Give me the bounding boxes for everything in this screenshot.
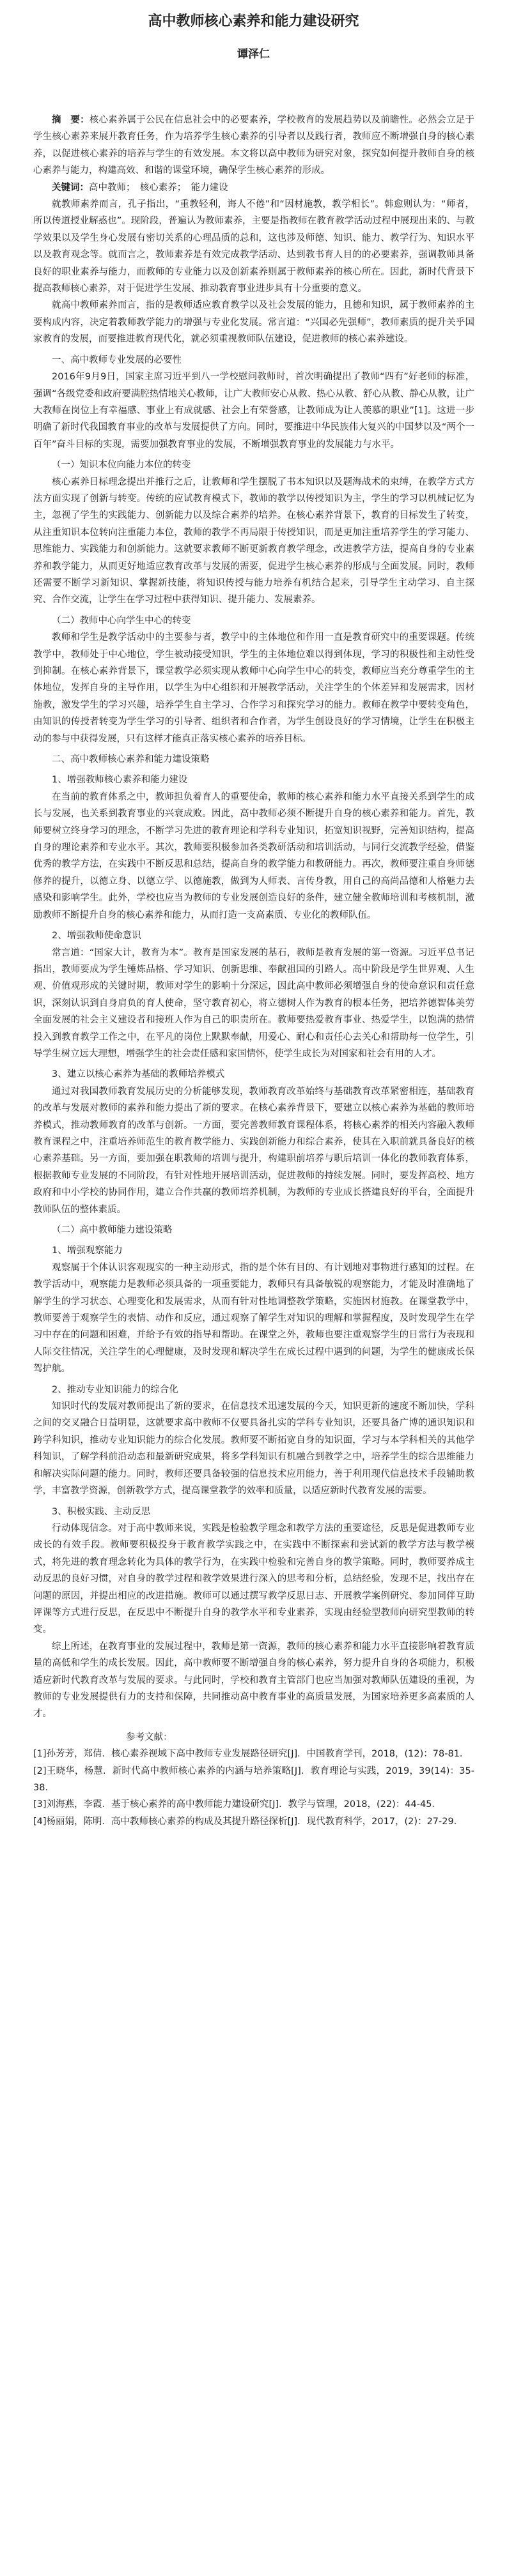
subsection-3-3-text: 行动体现信念。对于高中教师来说，实践是检验教学理念和教学方法的重要途径，反思是促进教师专业成长的有效手段。教师要积极投身于教育教学实践之中，在实践中不断探索和尝试新的教学方法与教学模式，将先进的教育理念转化为具体的教学行为，在实践中检验和完善自身的教学策略。同时，教师要养成主动反思的良好习惯，对自身的教学过程和教学效果进行深入的思考和分析，总结经验，发现不足，找出存在问题的原因，并提出相应的改进措施。教师可以通过撰写教学反思日志、开展教学案例研究、参加同伴互助评课等方式进行反思，在反思中不断提升自身的教学水平和专业素养，实现由经验型教师向研究型教师的转变。 — [33, 1523, 474, 1635]
paper-body — [33, 112, 474, 1830]
subsection-heading-3-3: 3、积极实践、主动反思 — [52, 1506, 151, 1517]
paper-title: 高中教师核心素养和能力建设研究 — [148, 13, 359, 29]
reference-item: [1]孙芳芳，郑倩．核心素养视域下高中教师专业发展路径研究[J]．中国教育学刊，2018，(12)：78-81． — [33, 1749, 469, 1760]
subsection-2-1-text: 在当前的教育体系之中，教师担负着育人的重要使命，教师的核心素养和能力水平直接关系到学生的成长与发展，也关系到教育事业的兴衰成败。因此，高中教师必须不断提升自身的核心素养和能力。首先，教师要树立终身学习的理念，不断学习先进的教育理论和学科专业知识，拓宽知识视野，完善知识结构，提高自身的理论素养和专业水平。其次，教师要积极参加各类教研活动和培训活动，与同行交流教学经验，借鉴优秀的教学方法，在实践中不断反思和总结，提高自身的教学能力和教研能力。再次，教师要注重自身师德修养的提升，以德立身、以德立学、以德施教，做到为人师表、言传身教，用自己的高尚品德和人格魅力去感染和影响学生。此外，学校也应当为教师的专业发展创造良好的条件，建立健全教师培训和考核机制，激励教师不断提升自身的核心素养和能力，从而打造一支高素质、专业化的教师队伍。 — [33, 791, 474, 920]
intro-paragraph-1: 就教师素养而言，孔子指出，“重教轻利，诲人不倦”和“因材施教，教学相长”。韩愈则认为：“师者，所以传道授业解惑也”。现阶段，普遍认为教师素养，主要是指教师在教育教学活动过程中展现出来的、与教学效果以及学生身心发展有密切关系的心理品质的总和，这也涉及师德、知识、能力、教学行为、知识水平以及教育观念等。就而言之，教师素养是有效完成教学活动、达到教书育人目的的必要素养，强调教师具备良好的职业素养与能力，而教师的专业能力以及创新素养则属于教师素养的核心所在。因此，新时代背景下提高教师核心素养，对于促进学生发展、推动教育事业进步具有十分重要的意义。 — [33, 199, 474, 294]
subsection-heading-3-1: 1、增强观察能力 — [52, 1246, 123, 1256]
reference-item: [2]王晓华，杨慧．新时代高中教师核心素养的内涵与培养策略[J]．教育理论与实践，2019，39(14)：35-38． — [33, 1765, 474, 1793]
reference-item: [4]杨丽娟，陈明．高中教师核心素养的构成及其提升路径探析[J]．现代教育科学，2017，(2)：27-29． — [33, 1816, 464, 1827]
keywords — [33, 179, 474, 196]
subsection-1-1-text: 核心素养目标理念提出并推行之后，让教师和学生摆脱了书本知识以及题海战术的束缚，在教学方式方法方面实现了创新与转变。传统的应试教育模式下，教师的教学以传授知识为主，学生的学习以机械记忆为主，忽视了学生的实践能力、创新能力以及综合素养的培养。在核心素养背景下，教育的目标发生了转变，从注重知识本位转向注重能力本位，教师的教学不再局限于传授知识，而是更加注重培养学生的学习能力、思维能力、实践能力和创新能力。这就要求教师不断更新教育教学理念，改进教学方法，提高自身的专业素养和教学能力，从而更好地适应教育改革与发展的需要，促进学生核心素养的形成与全面发展。同时，教师还需要不断学习新知识、掌握新技能，将知识传授与能力培养有机结合起来，引导学生主动学习、自主探究、合作交流，让学生在学习过程中获得知识、提升能力、发展素养。 — [33, 476, 474, 606]
abstract-label: 摘 要： — [52, 115, 90, 125]
section-1-paragraph: 2016年9月9日，国家主席习近平到八一学校慰问教师时，首次明确提出了教师“四有”好老师的标准，强调“各级党委和政府要满腔热情地关心教师，让广大教师安心从教、热心从教、舒心从教、静心从教，让广大教师在岗位上有幸福感、事业上有成就感、社会上有荣誉感，让教师成为让人羡慕的职业”[1]。这进一步明确了新时代我国教育事业的改革与发展提供了方向。同时，要推进中华民族伟大复兴的中国梦以及“两个一百年”奋斗目标的实现，需要加强教育事业的发展，不断增强教育事业的发展能力与水平。 — [33, 372, 474, 450]
conclusion-paragraph: 综上所述，在教育事业的发展过程中，教师是第一资源，教师的核心素养和能力水平直接影响着教育质量的高低和学生的成长发展。因此，高中教师要不断增强自身的核心素养，努力提升自身的各项能力，积极适应新时代教育改革与发展的要求。与此同时，学校和教育主管部门也应当加强对教师队伍建设的重视，为教师的专业发展提供有力的支持和保障，共同推动高中教育事业的高质量发展，为国家培养更多高素质的人才。 — [33, 1641, 474, 1719]
author-name: 谭泽仁 — [237, 48, 270, 61]
section-heading-2: 二、高中教师核心素养和能力建设策略 — [52, 754, 210, 765]
keywords-text: 高中教师； 核心素养； 能力建设 — [89, 182, 228, 193]
abstract — [33, 112, 474, 179]
subsection-1-2-text: 教师和学生是教学活动中的主要参与者，教学中的主体地位和作用一直是教育研究中的重要课题。传统教学中，教师处于中心地位，学生被动接受知识，学生的主体地位难以得到体现，学习的积极性和主动性受到抑制。在核心素养背景下，课堂教学必须实现从教师中心向学生中心的转变，教师应当充分尊重学生的主体地位，发挥自身的主导作用，以学生为中心组织和开展教学活动，关注学生的个体差异和发展需求，因材施教，激发学生的学习兴趣，培养学生自主学习、合作学习和探究学习的能力。教师在教学中要转变角色，由知识的传授者转变为学生学习的引导者、组织者和合作者，为学生创设良好的学习情境，让学生在积极主动的参与中获得发展，只有这样才能真正落实核心素养的培养目标。 — [33, 632, 474, 744]
keywords-label: 关键词： — [52, 182, 89, 193]
reference-item: [3]刘海燕，李霞．基于核心素养的高中教师能力建设研究[J]．教学与管理，2018，(22)：44-45． — [33, 1799, 441, 1810]
references-heading: 参考文献： — [126, 1732, 173, 1742]
subsection-heading-2-1: 1、增强教师核心素养和能力建设 — [52, 775, 188, 786]
subsection-heading-3: （二）高中教师能力建设策略 — [52, 1225, 173, 1235]
subsection-2-2-text: 常言道：“国家大计，教育为本”。教育是国家发展的基石，教师是教育发展的第一资源。习近平总书记指出，教师要成为学生锤炼品格、学习知识、创新思维、奉献祖国的引路人。高中阶段是学生世界观、人生观、价值观形成的关键时期，教师对学生的影响十分深远，因此高中教师必须增强自身的使命意识和责任意识，深刻认识到自身肩负的育人使命，坚守教育初心，将立德树人作为教育的根本任务，把培养德智体美劳全面发展的社会主义建设者和接班人作为自己的职责所在。教师要热爱教育事业、热爱学生，以饱满的热情投入到教育教学工作之中，在平凡的岗位上默默奉献，用爱心、耐心和责任心去关心和帮助每一位学生，引导学生树立远大理想，增强学生的社会责任感和家国情怀，使学生成长为对国家和社会有用的人才。 — [33, 947, 474, 1059]
section-heading-1: 一、高中教师专业发展的必要性 — [52, 354, 182, 365]
subsection-3-1-text: 观察属于个体认识客观现实的一种主动形式，指的是个体有目的、有计划地对事物进行感知的过程。在教学活动中，观察能力是教师必须具备的一项重要能力，教师只有具备敏锐的观察能力，才能及时准确地了解学生的学习状态、心理变化和发展需求，从而有针对性地调整教学策略，实施因材施教。在课堂教学中，教师要善于观察学生的表情、动作和反应，通过观察了解学生对知识的理解和掌握程度，及时发现学生在学习中存在的问题和困难，并给予有效的指导和帮助。在课堂之外，教师也要注重观察学生的日常行为表现和人际交往情况，关注学生的心理健康，及时发现和解决学生在成长过程中遇到的问题，为学生的健康成长保驾护航。 — [33, 1262, 474, 1375]
intro-paragraph-2: 就高中教师素养而言，指的是教师适应教育教学以及社会发展的能力，且德和知识，属于教师素养的主要构成内容，决定着教师教学能力的增强与专业化发展。常言道：“兴国必先强师”，教师素质的提升关乎国家教育的发展，而要推进教育现代化，就必须重视教师队伍建设，促进教师的核心素养建设。 — [33, 300, 474, 345]
abstract-text: 核心素养属于公民在信息社会中的必要素养，学校教育的发展趋势以及前瞻性。必然会立足于学生核心素养来展开教育任务，作为培养学生核心素养的引导者以及践行者，教师应不断增强自身的核心素养，以促进核心素养的培养与学生的有效发展。本文将以高中教师为研究对象，探究如何提升教师自身的核心素养与能力，构建高效、和谐的课堂环境，确保学生核心素养的形成。 — [33, 115, 475, 176]
subsection-heading-1-1: （一）知识本位向能力本位的转变 — [52, 460, 191, 471]
subsection-2-3-text: 通过对我国教师教育发展历史的分析能够发现，教师教育改革始终与基础教育改革紧密相连，基础教育的改革与发展对教师的素养和能力提出了新的要求。在核心素养背景下，要建立以核心素养为基础的教师培养模式，推动教师教育的改革与创新。一方面，要完善教师教育课程体系，将核心素养的相关内容融入教师教育课程之中，注重培养师范生的教育教学能力、实践创新能力和综合素养，使其在入职前就具备良好的核心素养基础。另一方面，要加强在职教师的培训与提升，构建职前培养与职后培训一体化的教师教育体系，根据教师专业发展的不同阶段，有针对性地开展培训活动，促进教师的持续发展。同时，要发挥高校、地方政府和中小学校的协同作用，建立合作共赢的教师培养机制，为教师的专业成长搭建良好的平台，全面提升教师队伍的整体素质。 — [33, 1086, 474, 1215]
subsection-heading-2-2: 2、增强教师使命意识 — [52, 931, 141, 941]
subsection-heading-1-2: （二）教师中心向学生中心的转变 — [52, 615, 191, 626]
subsection-heading-3-2: 2、推动专业知识能力的综合化 — [52, 1384, 178, 1395]
subsection-heading-2-3: 3、建立以核心素养为基础的教师培养模式 — [52, 1069, 225, 1080]
subsection-3-2-text: 知识时代的发展对教师提出了新的要求，在信息技术迅速发展的今天，知识更新的速度不断加快，学科之间的交叉融合日益明显，这就要求高中教师不仅要具备扎实的学科专业知识，还要具备广博的通识知识和跨学科知识，推动专业知识能力的综合化发展。教师要不断拓宽自身的知识面，学习与本学科相关的其他学科知识，了解学科前沿动态和最新研究成果，将多学科知识有机融合到教学之中，培养学生的综合思维能力和解决实际问题的能力。同时，教师还要具备较强的信息技术应用能力，善于利用现代信息技术手段辅助教学，丰富教学资源，创新教学方式，提高课堂教学的效率和质量，以适应新时代教育发展的需要。 — [33, 1401, 474, 1497]
